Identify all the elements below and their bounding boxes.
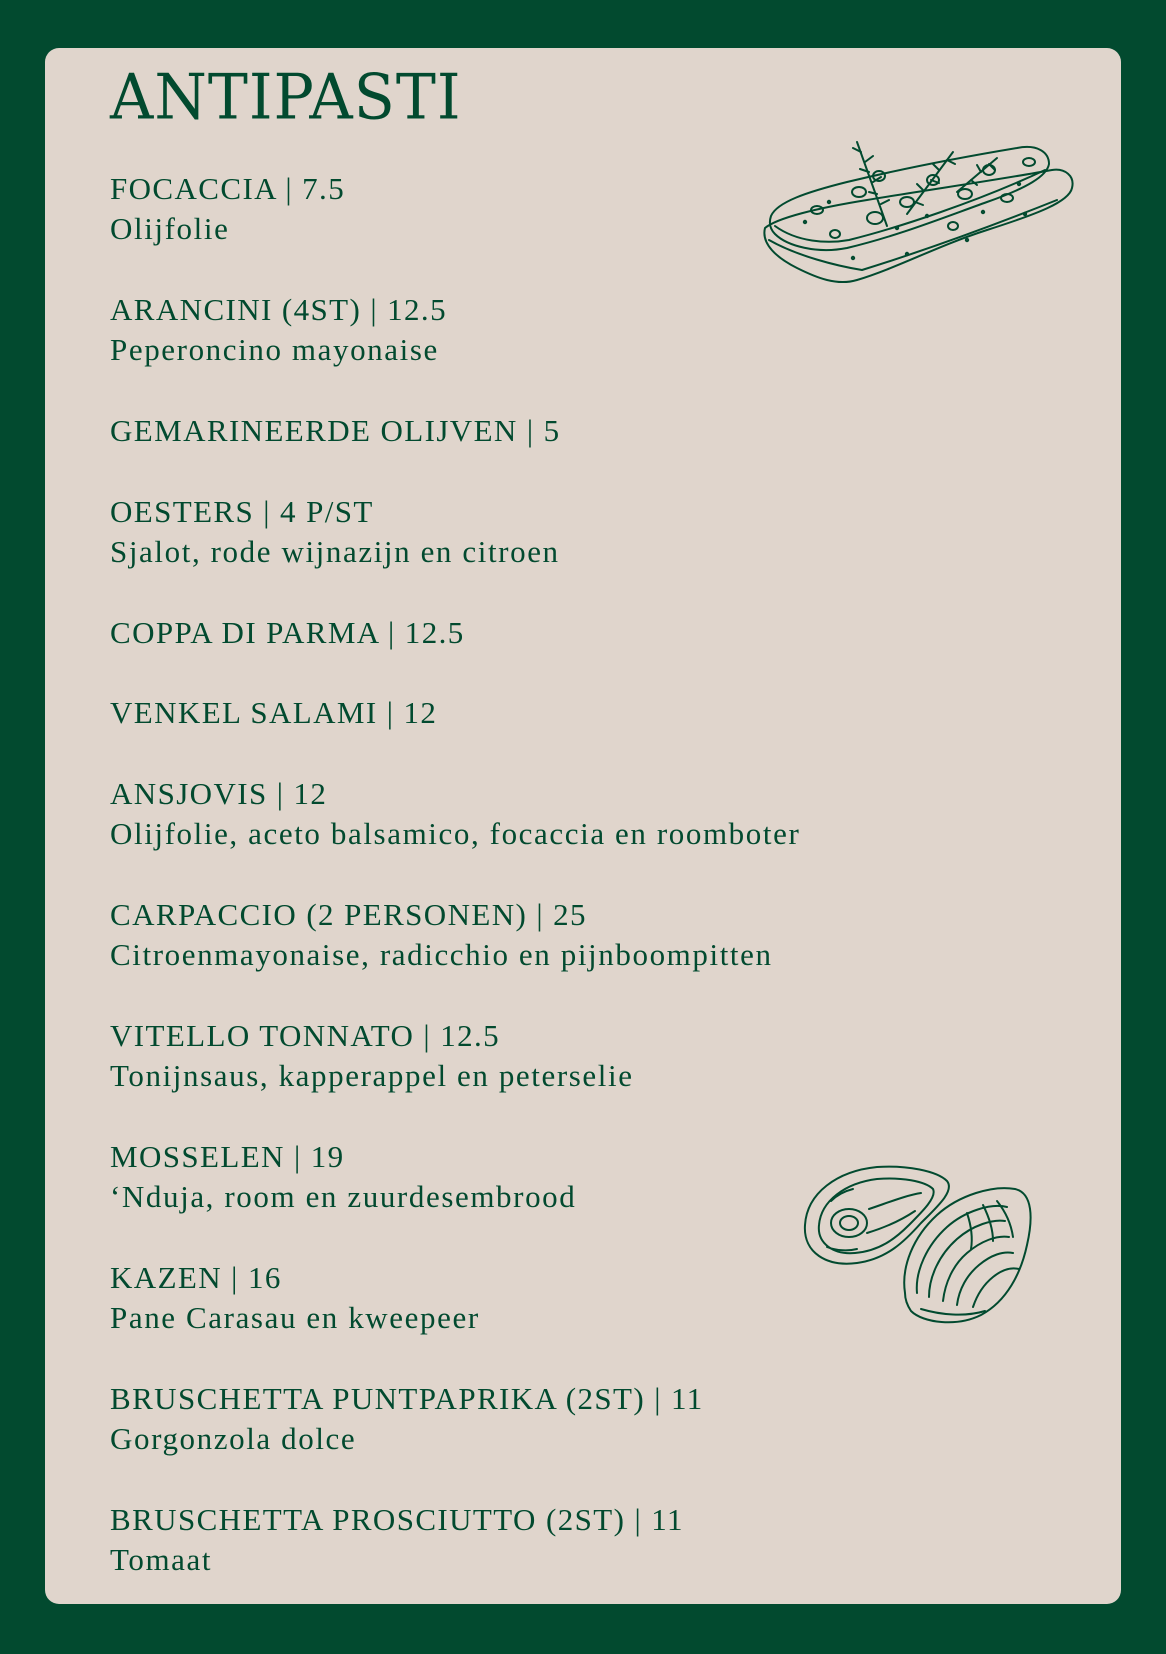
menu-item [110,613,465,653]
menu-item [110,774,800,854]
menu-item [110,1258,480,1338]
menu-item-name: BRUSCHETTA PUNTPAPRIKA (2ST) | 11 [110,1381,704,1416]
menu-item [110,290,447,370]
menu-item-description: Tomaat [110,1542,213,1577]
menu-item-description: Sjalot, rode wijnazijn en citroen [110,534,560,569]
focaccia-bread-icon [757,118,1082,293]
menu-item-name: FOCACCIA | 7.5 [110,171,346,206]
menu-item [110,492,560,572]
menu-title: ANTIPASTI [110,60,462,135]
oysters-icon [797,1163,1037,1333]
menu-item-name: KAZEN | 16 [110,1260,282,1295]
menu-item [110,169,345,249]
menu-item-name: ANSJOVIS | 12 [110,776,328,811]
menu-card [45,48,1121,1604]
menu-item-name: VENKEL SALAMI | 12 [110,695,438,730]
menu-item-name: CARPACCIO (2 PERSONEN) | 25 [110,897,587,932]
menu-item-description: Gorgonzola dolce [110,1421,357,1456]
menu-item-name: GEMARINEERDE OLIJVEN | 5 [110,413,561,448]
menu-item [110,693,437,733]
menu-item-description: Olijfolie, aceto balsamico, focaccia en roomboter [110,816,801,851]
menu-item-name: COPPA DI PARMA | 12.5 [110,615,465,650]
menu-item-description: ‘Nduja, room en zuurdesembrood [110,1179,577,1214]
menu-item-name: MOSSELEN | 19 [110,1139,345,1174]
menu-item [110,1137,576,1217]
menu-item [110,1500,684,1580]
menu-item-name: ARANCINI (4ST) | 12.5 [110,292,447,327]
menu-item-description: Olijfolie [110,211,230,246]
menu-item [110,895,773,975]
menu-item [110,1016,634,1096]
menu-item-name: VITELLO TONNATO | 12.5 [110,1018,501,1053]
menu-item-name: BRUSCHETTA PROSCIUTTO (2ST) | 11 [110,1502,684,1537]
menu-item-description: Tonijnsaus, kapperappel en peterselie [110,1058,634,1093]
menu-item-description: Pane Carasau en kweepeer [110,1300,480,1335]
menu-item-description: Citroenmayonaise, radicchio en pijnboompitten [110,937,773,972]
menu-item [110,411,561,451]
menu-item [110,1379,704,1459]
menu-item-description: Peperoncino mayonaise [110,332,439,367]
menu-item-name: OESTERS | 4 P/ST [110,494,374,529]
